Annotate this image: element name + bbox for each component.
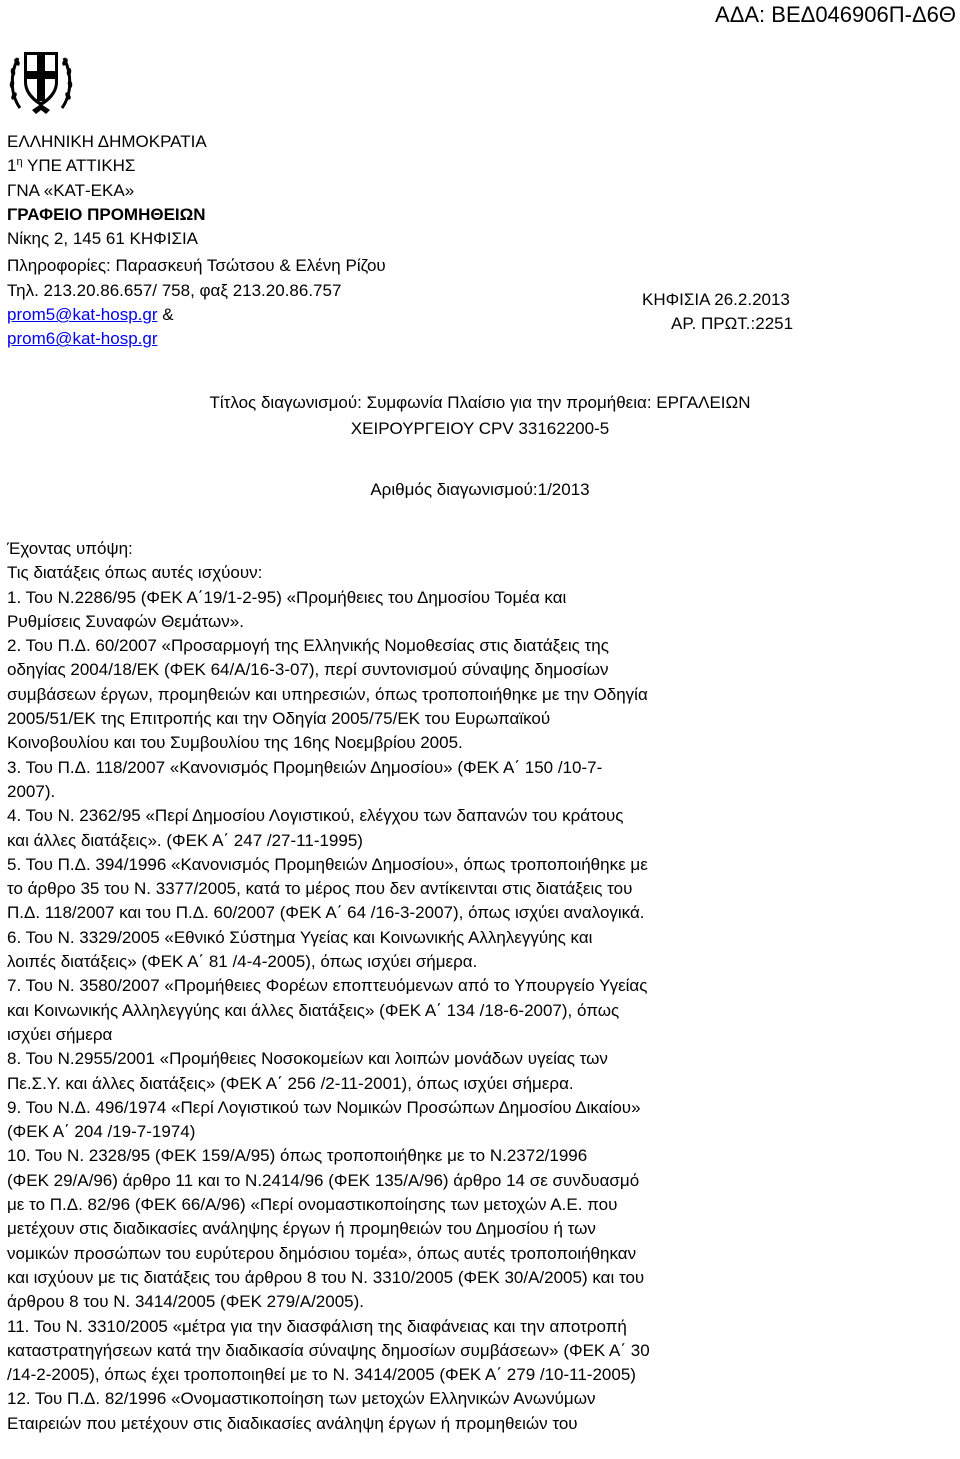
body-line: 7. Του Ν. 3580/2007 «Προμήθειες Φορέων εποπτευόμενων από το Υπουργείο Υγείας [7, 976, 648, 996]
body-line: Κοινοβουλίου και του Συμβουλίου της 16ης Νοεμβρίου 2005. [7, 733, 463, 753]
body-line: και Κοινωνικής Αλληλεγγύης και άλλες διατάξεις» (ΦΕΚ Α΄ 134 /18-6-2007), όπως [7, 1000, 620, 1020]
email-link-2[interactable]: prom6@kat-hosp.gr [7, 329, 158, 349]
body-line: 8. Του Ν.2955/2001 «Προμήθειες Νοσοκομείων και λοιπών μονάδων υγείας των [7, 1049, 608, 1069]
body-line: 2. Του Π.Δ. 60/2007 «Προσαρμογή της Ελληνικής Νομοθεσίας στις διατάξεις της [7, 636, 609, 656]
body-line: Έχοντας υπόψη: [7, 539, 133, 558]
body-line: άρθρου 8 του Ν. 3414/2005 (ΦΕΚ 279/Α/2005). [7, 1292, 365, 1312]
body-line: 12. Του Π.Δ. 82/1996 «Ονομαστικοποίηση των μετοχών Ελληνικών Ανωνύμων [7, 1389, 596, 1409]
header-email-line-2 [7, 327, 627, 351]
body-line: το άρθρο 35 του Ν. 3377/2005, κατά το μέρος που δεν αντίκεινται στις διατάξεις του [7, 879, 633, 899]
body-line: Ρυθμίσεις Συναφών Θεμάτων». [7, 611, 244, 631]
body-line: Πε.Σ.Υ. και άλλες διατάξεις» (ΦΕΚ Α΄ 256 /2-11-2001), όπως ισχύει σήμερα. [7, 1073, 574, 1093]
header-region: $1^\eta$ ΥΠΕ ΑΤΤΙΚΗΣ [7, 156, 136, 176]
body-line: και ισχύουν με τις διατάξεις του άρθρου 8 του Ν. 3310/2005 (ΦΕΚ 30/Α/2005) και του [7, 1267, 645, 1287]
ada-code: ΑΔΑ: ΒΕΔ046906Π-Δ6Θ [715, 2, 956, 27]
body-line: λοιπές διατάξεις» (ΦΕΚ Α΄ 81 /4-4-2005), όπως ισχύει σήμερα. [7, 952, 478, 972]
body-line: Τις διατάξεις όπως αυτές ισχύουν: [7, 563, 263, 583]
tender-title-line-2: ΧΕΙΡΟΥΡΓΕΙΟΥ CPV 33162200-5 [350, 419, 610, 438]
tender-title-line-1: Τίτλος διαγωνισμού: Συμφωνία Πλαίσιο για την προμήθεια: ΕΡΓΑΛΕΙΩΝ [209, 393, 751, 412]
date-protocol-block [642, 288, 793, 337]
body-line: μετέχουν στις διαδικασίες ανάληψης έργων ή προμηθειών του Δημοσίου ή των [7, 1219, 596, 1239]
body-line: (ΦΕΚ Α΄ 204 /19-7-1974) [7, 1122, 196, 1142]
document-body [7, 537, 952, 1436]
body-line: 9. Του Ν.Δ. 496/1974 «Περί Λογιστικού των Νομικών Προσώπων Δημοσίου Δικαίου» [7, 1097, 641, 1117]
header-email-line: prom5@kat-hosp.gr & [7, 305, 174, 325]
protocol-number: ΑΡ. ΠΡΩΤ.:2251 [671, 314, 794, 334]
body-line: νομικών προσώπων του ευρύτερου δημόσιου τομέα», όπως αυτές τροποποιήθηκαν [7, 1243, 637, 1263]
body-line: οδηγίας 2004/18/ΕΚ (ΦΕΚ 64/Α/16-3-07), περί συντονισμού σύναψης δημοσίων [7, 660, 609, 680]
tender-number: Αριθμός διαγωνισμού:1/2013 [370, 480, 590, 499]
body-line: /14-2-2005), όπως έχει τροποποιηθεί με το Ν. 3414/2005 (ΦΕΚ Α΄ 279 /10-11-2005) [7, 1365, 636, 1385]
greek-coat-of-arms-icon [8, 44, 74, 116]
body-line: 3. Του Π.Δ. 118/2007 «Κανονισμός Προμηθειών Δημοσίου» (ΦΕΚ Α΄ 150 /10-7- [7, 757, 603, 777]
header-address: Νίκης 2, 145 61 ΚΗΦΙΣΙΑ [7, 229, 199, 249]
body-line: καταστρατηγήσεων κατά την διαδικασία σύναψης δημοσίων συμβάσεων» (ΦΕΚ Α΄ 30 [7, 1340, 650, 1360]
body-line: Π.Δ. 118/2007 και του Π.Δ. 60/2007 (ΦΕΚ Α΄ 64 /16-3-2007), όπως ισχύει αναλογικά. [7, 903, 645, 923]
body-line: 6. Του Ν. 3329/2005 «Εθνικό Σύστημα Υγείας και Κοινωνικής Αλληλεγγύης και [7, 927, 593, 947]
body-line: Εταιρειών που μετέχουν στις διαδικασίες ανάληψη έργων ή προμηθειών του [7, 1413, 578, 1433]
body-line: ισχύει σήμερα [7, 1024, 113, 1044]
body-line: 10. Του Ν. 2328/95 (ΦΕΚ 159/Α/95) όπως τροποποιήθηκε με το Ν.2372/1996 [7, 1146, 588, 1166]
issuer-header [7, 130, 627, 352]
body-line: 5. Του Π.Δ. 394/1996 «Κανονισμός Προμηθειών Δημοσίου», όπως τροποποιήθηκε με [7, 854, 648, 874]
tender-title [0, 390, 960, 442]
header-phone: Τηλ. 213.20.86.657/ 758, φαξ 213.20.86.757 [7, 280, 342, 300]
header-hospital: ΓΝΑ «ΚΑΤ-ΕΚΑ» [7, 180, 135, 200]
body-line: και άλλες διατάξεις». (ΦΕΚ Α΄ 247 /27-11-1995) [7, 830, 363, 850]
body-line: 4. Του Ν. 2362/95 «Περί Δημοσίου Λογιστικού, ελέγχου των δαπανών του κράτους [7, 806, 624, 826]
body-line: (ΦΕΚ 29/Α/96) άρθρο 11 και το Ν.2414/96 (ΦΕΚ 135/Α/96) άρθρο 14 σε συνδυασμό [7, 1170, 640, 1190]
header-country: ΕΛΛΗΝΙΚΗ ΔΗΜΟΚΡΑΤΙΑ [7, 132, 207, 151]
body-line: με το Π.Δ. 82/96 (ΦΕΚ 66/Α/96) «Περί ονομαστικοποίησης των μετοχών Α.Ε. που [7, 1195, 618, 1215]
document-date: ΚΗΦΙΣΙΑ 26.2.2013 [642, 290, 790, 309]
body-line: 11. Του Ν. 3310/2005 «μέτρα για την διασφάλιση της διαφάνειας και την αποτροπή [7, 1316, 627, 1336]
body-line: 2005/51/ΕΚ της Επιτροπής και την Οδηγία 2005/75/ΕΚ του Ευρωπαϊκού [7, 709, 551, 729]
header-department: ΓΡΑΦΕΙΟ ΠΡΟΜΗΘΕΙΩΝ [7, 204, 206, 224]
header-contacts: Πληροφορίες: Παρασκευή Τσώτσου & Ελένη Ρίζου [7, 256, 386, 276]
body-line: 1. Του Ν.2286/95 (ΦΕΚ Α΄19/1-2-95) «Προμήθειες του Δημοσίου Τομέα και [7, 587, 567, 607]
body-line: 2007). [7, 781, 56, 801]
email-link-1[interactable]: prom5@kat-hosp.gr [7, 305, 158, 325]
body-line: συμβάσεων έργων, προμηθειών και υπηρεσιών, όπως τροποποιήθηκε με την Οδηγία [7, 684, 648, 704]
